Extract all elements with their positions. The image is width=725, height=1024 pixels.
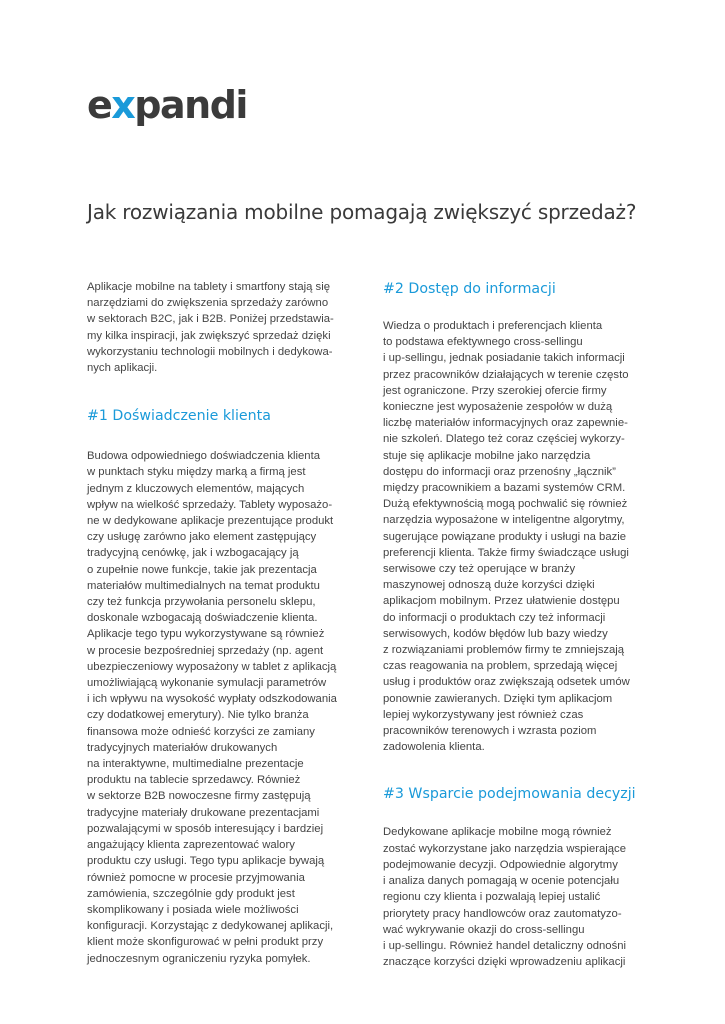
text-line: to podstawa efektywnego cross-sellingu xyxy=(383,336,583,349)
logo-accent-letter: x xyxy=(111,83,135,127)
section-heading-customer-experience: #1 Doświadczenie klienta xyxy=(87,408,271,425)
text-line: zadowolenia klienta. xyxy=(383,741,485,754)
text-line: nych aplikacji. xyxy=(87,362,158,375)
intro-paragraph xyxy=(87,279,349,376)
text-line: tradycyjne materiały drukowane prezentacjami xyxy=(87,806,320,819)
text-line: preferencji klienta. Także firmy świadczące usługi xyxy=(383,546,629,559)
text-line: konfiguracji. Korzystając z dedykowanej aplikacji, xyxy=(87,920,334,933)
text-line: stuje się aplikacje mobilne jako narzędzia xyxy=(383,449,591,462)
text-line: podejmowanie decyzji. Odpowiednie algorytmy xyxy=(383,858,618,871)
text-line: produktu na tablecie sprzedawcy. Również xyxy=(87,774,301,787)
text-line: i up-sellingu. Również handel detaliczny odnośni xyxy=(383,939,627,952)
text-line: wykorzystaniu technologii mobilnych i dedykowa- xyxy=(87,345,333,358)
text-line: przez pracowników działających w terenie często xyxy=(383,368,629,381)
text-line: dostępu do informacji oraz przenośny „łącznik” xyxy=(383,465,616,478)
text-line: o zupełnie nowe funkcje, takie jak prezentacja xyxy=(87,563,317,576)
text-line: czy dodatkowej emerytury). Nie tylko branża xyxy=(87,709,309,722)
text-line: tradycyjną cenówkę, jak i wzbogacający ją xyxy=(87,547,299,560)
text-line: usług i produktów oraz zwiększają odsetek umów xyxy=(383,676,630,689)
logo-part-3: pandi xyxy=(134,83,247,127)
text-line: i up-sellingu, jednak posiadanie takich informacji xyxy=(383,352,625,365)
left-column xyxy=(87,276,349,967)
text-line: w procesie bezpośredniej sprzedaży (np. agent xyxy=(87,644,324,657)
text-line: Budowa odpowiedniego doświadczenia klienta xyxy=(87,450,321,463)
text-line: ubezpieczeniowy wyposażony w tablet z aplikacją xyxy=(87,660,337,673)
section-heading-decision-support: #3 Wsparcie podejmowania decyzji xyxy=(383,786,636,803)
page-title: Jak rozwiązania mobilne pomagają zwiększyć sprzedaż? xyxy=(87,200,637,224)
text-line: i analiza danych pomagają w ocenie potencjału xyxy=(383,875,620,888)
text-line: narzędzia wyposażone w inteligentne algorytmy, xyxy=(383,514,625,527)
section-heading-access-to-information: #2 Dostęp do informacji xyxy=(383,281,556,297)
text-line: doskonale wzbogacają doświadczenie klienta. xyxy=(87,612,318,625)
text-line: Wiedza o produktach i preferencjach klienta xyxy=(383,320,603,332)
text-line: priorytety pracy handlowców oraz zautomatyzo- xyxy=(383,907,622,920)
logo-part-1: e xyxy=(87,83,112,127)
text-line: skomplikowany i posiada wiele możliwości xyxy=(87,903,299,916)
text-line: w sektorze B2B nowoczesne firmy zastępują xyxy=(87,790,311,803)
text-line: lepiej wykorzystywany jest również czas xyxy=(383,708,584,721)
text-line: Dedykowane aplikacje mobilne mogą również xyxy=(383,826,612,839)
text-line: wać wykrywanie okazji do cross-sellingu xyxy=(383,923,585,936)
section-paragraph-customer-experience xyxy=(87,448,349,967)
text-line: tradycyjnych materiałów drukowanych xyxy=(87,741,278,754)
text-line: zamówienia, szczególnie gdy produkt jest xyxy=(87,887,295,900)
text-line: umożliwiającą wykonanie symulacji parametrów xyxy=(87,677,327,690)
text-line: Aplikacje mobilne na tablety i smartfony stają się xyxy=(87,281,330,293)
text-line: znaczące korzyści dzięki wprowadzeniu aplikacji xyxy=(383,956,626,969)
text-line: czy usługę zarówno jako element zastępujący xyxy=(87,531,317,544)
text-line: na interaktywne, multimedialne prezentacje xyxy=(87,758,304,771)
section-paragraph-access-to-information xyxy=(383,318,645,755)
text-line: ne w dedykowane aplikacje prezentujące produkt xyxy=(87,515,334,528)
text-line: finansowa może odnieść korzyści ze zamiany xyxy=(87,725,315,738)
text-line: konieczne jest wyposażenie zespołów w dużą xyxy=(383,401,613,414)
text-line: pozwalającymi w sposób interesujący i bardziej xyxy=(87,822,324,835)
text-line: liczbę materiałów informacyjnych oraz zapewnie- xyxy=(383,417,628,430)
text-line: czas reagowania na problem, sprzedają więcej xyxy=(383,660,618,673)
text-line: angażujący klienta zaprezentować walory xyxy=(87,839,295,852)
text-line: również pomocne w procesie przyjmowania xyxy=(87,871,305,884)
text-line: w punktach styku między marką a firmą jest xyxy=(87,466,306,479)
text-line: Aplikacje tego typu wykorzystywane są również xyxy=(87,628,325,641)
text-line: serwisowych, kodów błędów lub bazy wiedzy xyxy=(383,627,608,640)
text-line: czy też funkcja przywołania personelu sklepu, xyxy=(87,596,316,609)
text-line: Dużą efektywnością mogą pochwalić się również xyxy=(383,498,628,511)
section-paragraph-decision-support xyxy=(383,824,645,970)
text-line: regionu czy klienta i pozwalają lepiej ustalić xyxy=(383,891,601,904)
text-line: między pracownikiem a bazami systemów CRM. xyxy=(383,482,626,495)
text-line: zostać wykorzystane jako narzędzia wspierające xyxy=(383,842,626,855)
expandi-logo xyxy=(87,82,247,128)
text-line: materiałów multimedialnych na temat produktu xyxy=(87,579,320,592)
text-line: nie szkoleń. Dlatego też coraz częściej wykorzy- xyxy=(383,433,625,446)
text-line: w sektorach B2C, jak i B2B. Poniżej przedstawia- xyxy=(87,313,334,326)
text-line: my kilka inspiracji, jak zwiększyć sprzedaż dzięki xyxy=(87,329,331,342)
text-line: jednoczesnym ograniczeniu ryzyka pomyłek. xyxy=(87,952,311,965)
right-column xyxy=(383,276,645,970)
text-line: pracowników terenowych i wzrasta poziom xyxy=(383,725,597,738)
text-line: narzędziami do zwiększenia sprzedaży zarówno xyxy=(87,297,329,310)
text-line: maszynowej odnoszą duże korzyści dzięki xyxy=(383,579,595,592)
text-line: wpływ na wielkość sprzedaży. Tablety wyposażo- xyxy=(87,498,333,511)
text-line: jest ograniczone. Przy szerokiej ofercie firmy xyxy=(383,384,607,397)
text-line: ponownie zawieranych. Dzięki tym aplikacjom xyxy=(383,692,613,705)
text-line: produktu czy usługi. Tego typu aplikacje bywają xyxy=(87,855,325,868)
text-line: klient może skonfigurować w pełni produkt przy xyxy=(87,936,324,949)
text-line: i ich wpływu na wysokość wypłaty odszkodowania xyxy=(87,693,337,706)
text-line: jednym z kluczowych elementów, mających xyxy=(87,482,305,495)
text-line: do informacji o produktach czy też informacji xyxy=(383,611,606,624)
text-line: aplikacjom mobilnym. Przez ułatwienie dostępu xyxy=(383,595,620,608)
text-line: serwisowe czy też operujące w branży xyxy=(383,563,576,576)
text-line: z rozwiązaniami problemów firmy te zmniejszają xyxy=(383,644,625,657)
text-line: sugerujące powiązane produkty i usługi na bazie xyxy=(383,530,627,543)
